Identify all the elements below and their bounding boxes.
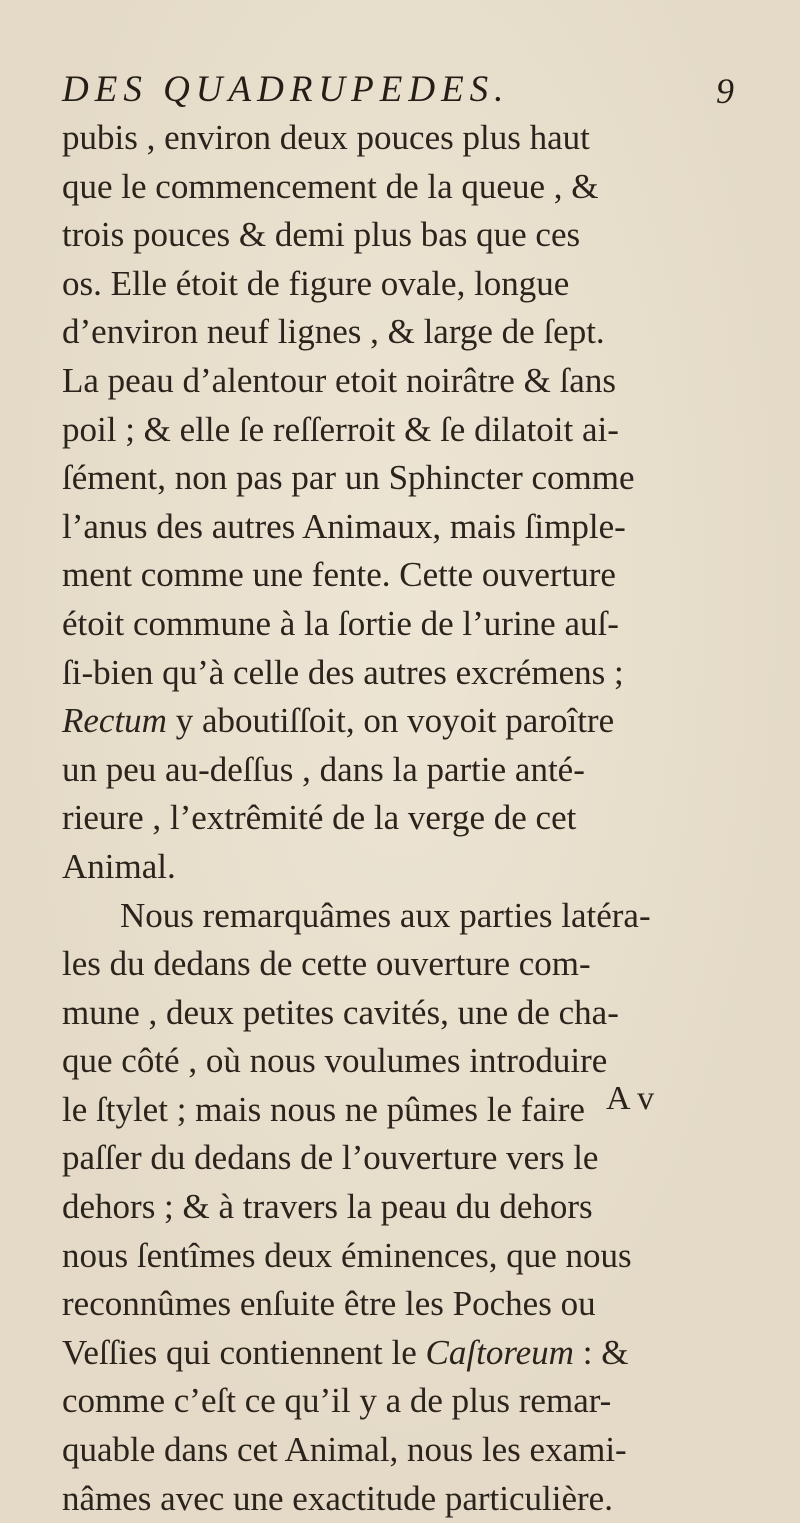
text-line-26 [62,1329,752,1378]
text-line-16: Animal. [62,846,176,886]
text-line-25: reconnûmes enſuite être les Poches ou [62,1284,596,1324]
text-line-21: le ſtylet ; mais nous ne pûmes le faire [62,1089,585,1129]
text-line-26-start: Veſſies qui contiennent le [62,1332,426,1372]
text-line-23: dehors ; & à travers la peau du dehors [62,1187,593,1227]
text-line-12: ſi-bien qu’à celle des autres excrémens ; [62,652,624,692]
text-line-7: poil ; & elle ſe reſſerroit & ſe dilatoit ai- [62,409,619,449]
text-line-17: Nous remarquâmes aux parties latéra- [120,895,651,935]
text-line-10: ment comme une fente. Cette ouverture [62,555,616,595]
text-line-13 [62,697,752,746]
text-line-4: os. Elle étoit de figure ovale, longue [62,263,570,303]
body-text [62,114,752,1523]
text-line-18: les du dedans de cette ouverture com- [62,944,591,984]
text-line-11: étoit commune à la ſortie de l’urine auſ- [62,603,619,643]
text-line-20: que côté , où nous voulumes introduire [62,1041,608,1081]
text-line-15: rieure , l’extrêmité de la verge de cet [62,798,577,838]
text-line-13-rest: y aboutiſſoit, on voyoit paroître [166,701,615,741]
text-line-26-end: : & [573,1332,629,1372]
latin-term-castoreum: Caſtoreum [425,1332,574,1372]
latin-term-rectum: Rectum [62,701,167,741]
text-line-19: mune , deux petites cavités, une de cha- [62,992,619,1032]
text-line-3: trois pouces & demi plus bas que ces [62,215,581,255]
text-line-1: pubis , environ deux pouces plus haut [62,118,590,157]
text-line-2: que le commencement de la queue , & [62,166,599,206]
text-line-22: paſſer du dedans de l’ouverture vers le [62,1138,599,1178]
signature-mark: A v [606,1080,655,1117]
text-line-24: nous ſentîmes deux éminences, que nous [62,1235,632,1275]
text-line-28: quable dans cet Animal, nous les exami- [62,1430,627,1470]
text-line-27: comme c’eſt ce qu’il y a de plus remar- [62,1381,612,1421]
text-line-6: La peau d’alentour etoit noirâtre & ſans [62,360,616,400]
text-line-9: l’anus des autres Animaux, mais ſimple- [62,506,626,546]
text-line-14: un peu au-deſſus , dans la partie anté- [62,749,585,789]
text-line-8: ſément, non pas par un Sphincter comme [62,458,635,498]
running-title: DES QUADRUPEDES. [62,69,510,110]
page-header [62,68,738,114]
page-number: 9 [716,71,734,111]
text-line-5: d’environ neuf lignes , & large de ſept. [62,312,605,352]
text-line-29: nâmes avec une exactitude particulière. [62,1478,613,1518]
